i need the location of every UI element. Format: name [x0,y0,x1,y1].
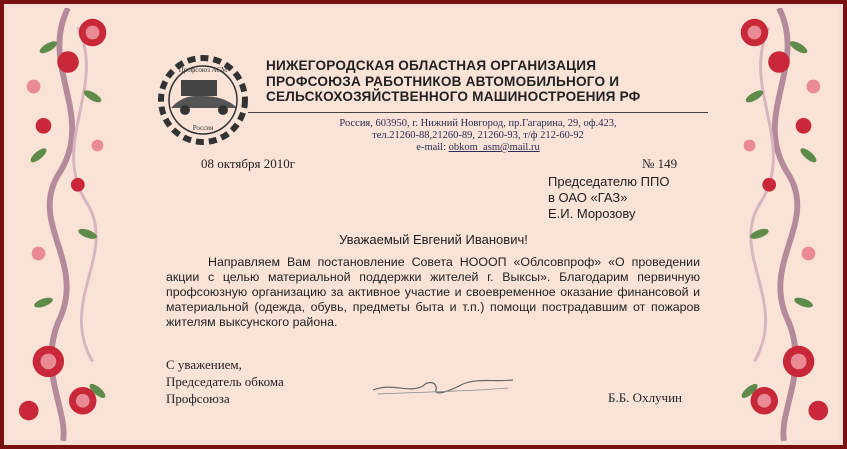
address-line: Россия, 603950, г. Нижний Новгород, пр.Гагарина, 29, оф.423, [339,118,617,129]
closing-block [166,356,284,407]
recipient-line: в ОАО «ГАЗ» [548,190,628,205]
closing-line: Председатель обкома [166,374,284,389]
letter-paper [8,8,839,441]
gear-car-logo-icon [153,50,253,150]
greeting: Уважаемый Евгений Иванович! [339,232,528,247]
floral-border-left [8,8,128,441]
rose-garland-left-icon [8,8,128,441]
header-divider [248,112,708,113]
closing-line: Профсоюза [166,391,230,406]
phone-line: тел.21260-88,21260-89, 21260-93, т/ф 212-60-92 [372,130,584,141]
address-block [278,118,678,154]
email-label: e-mail: [416,142,449,153]
org-name-line: НИЖЕГОРОДСКАЯ ОБЛАСТНАЯ ОРГАНИЗАЦИЯ [266,58,597,73]
letter-body: Направляем Вам постановление Совета НОООП «Облсовпроф» «О проведении акции с целью материальной поддержки жителей г. Выксы». Благодарим первичную профсоюзную организацию за активное участие и своевременное оказание финансовой и материальной (одежда, обувь, предметы быта и т.п.) помощи пострадавшим от пожаров жителям выксунского района. [166,255,700,329]
logo-text-bottom: Россия [192,124,214,132]
union-logo [153,50,253,150]
closing-line: С уважением, [166,357,242,372]
letter-date: 08 октября 2010г [201,156,296,171]
logo-text-top: Профсоюз АСМ [178,66,228,74]
floral-border-right [719,8,839,441]
recipient-line: Е.И. Морозову [548,206,636,221]
rose-garland-right-icon [719,8,839,441]
email-link[interactable]: obkom_asm@mail.ru [448,142,540,153]
recipient-block [548,174,669,222]
signer-name: Б.Б. Охлучин [608,390,683,405]
signature-icon [368,372,518,402]
email-line [278,142,678,154]
organization-name [266,58,716,105]
letter-number: № 149 [642,156,678,171]
recipient-line: Председателю ППО [548,174,670,189]
org-name-line: ПРОФСОЮЗА РАБОТНИКОВ АВТОМОБИЛЬНОГО И [266,73,620,89]
org-name-line: СЕЛЬСКОХОЗЯЙСТВЕННОГО МАШИНОСТРОЕНИЯ РФ [266,89,641,104]
